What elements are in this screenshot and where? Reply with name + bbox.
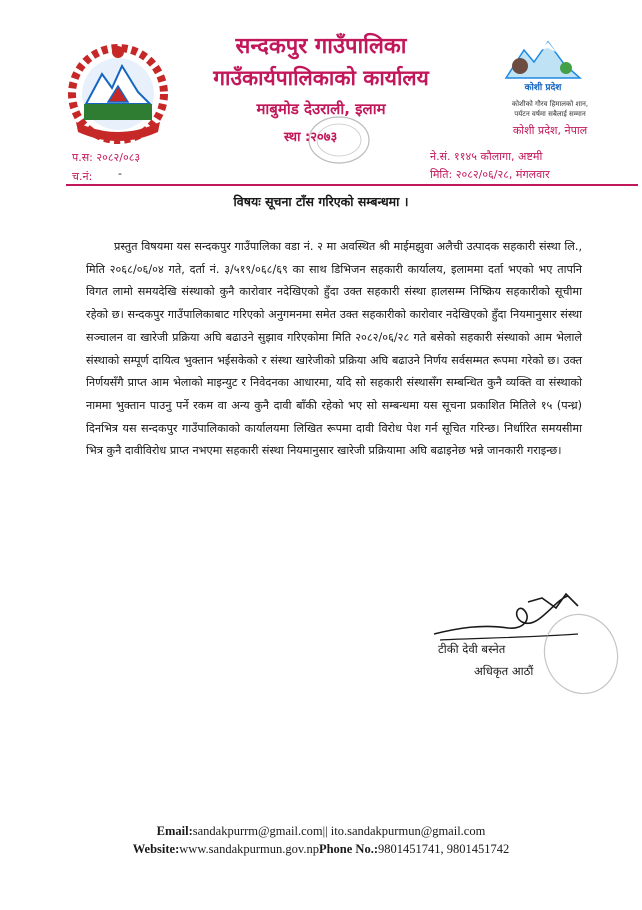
letter-subject: विषयः सूचना टाँस गरिएको सम्बन्धमा ।: [233, 194, 409, 209]
province-tagline: कोशीको गौरव हिमालको शान, पर्यटन वर्षमा सबैलाई सम्मान: [511, 100, 589, 118]
dispatch-number-value: -: [118, 167, 122, 180]
letter-body: [86, 236, 582, 463]
website-url: www.sandakpurmun.gov.np: [179, 842, 319, 856]
website-label: Website:: [132, 842, 180, 856]
municipality-title: सन्दकपुर गाउँपालिका: [235, 34, 407, 59]
email-label: Email:: [156, 824, 193, 838]
letter-date: मिति: २०८२/०६/२८, मंगलवार: [430, 168, 550, 181]
signatory-name: टीकी देवी बस्नेत: [438, 642, 506, 656]
phone-numbers: 9801451741, 9801451742: [378, 842, 510, 856]
nepal-sambat-date: ने.सं. ११४५ कौलागा, अष्टमी: [430, 150, 543, 163]
phone-label: Phone No.:: [318, 842, 378, 856]
footer-website-phone: [0, 842, 642, 857]
official-stamp: [540, 608, 622, 700]
letter-number: प.स: २०८२/०८३: [72, 151, 141, 164]
email-addresses: sandakpurrm@gmail.com|| ito.sandakpurmun@gmail.com: [192, 824, 486, 838]
signatory-title: अधिकृत आठौं: [474, 664, 534, 678]
body-paragraph: प्रस्तुत विषयमा यस सन्दकपुर गाउँपालिका वडा नं. २ मा अवस्थित श्री माईमझुवा अलैची उत्पादक सहकारी संस्था लि., मिति २०६८/०६/०४ गते, दर्ता नं. ३/५१९/०६८/६९ का साथ डिभिजन सहकारी कार्यालय, इलाममा दर्ता भएको भए तापनि विगत लामो समयदेखि संस्थाको कुनै कारोवार नदेखिएको हुँदा उक्त सहकारी संस्था हालसम्म निष्क्रिय सहकारीको सूचीमा रहेको छ। सन्दकपुर गाउँपालिकाबाट गरिएको अनुगमनमा समेत उक्त सहकारीको कारोवार नदेखिएको हुँदा नियमानुसार संस्था सञ्चालन वा खारेजी प्रक्रिया अघि बढाउने सुझाव गरिएकोमा मिति २०८२/०६/२८ गते बसेको सहकारी संस्थाको आम भेलाले संस्थाको सम्पूर्ण दायित्व भुक्तान भईसकेको र संस्था खारेजीको प्रक्रिया अघि बढाउने निर्णय सर्वसम्मत रूपमा गरेको छ। उक्त निर्णयसँगै प्राप्त आम भेलाको माइन्युट र निवेदनका आधारमा, यदि सो सहकारी संस्थासँग सम्बन्धित कुनै व्यक्ति वा संस्थाको नाममा भुक्तान पाउनु पर्ने रकम वा अन्य कुनै दावी बाँकी रहेको भए सो सम्बन्धमा यस सूचना प्रकाशित मितिले १५ (पन्ध्र) दिनभित्र यस सन्दकपुर गाउँपालिकाको कार्यालयमा लिखित रूपमा दावी विरोध पेश गर्न सूचित गरिन्छ। निर्धारित समयसीमा भित्र कुनै दावीविरोध प्राप्त नभएमा सहकारी संस्था नियमानुसार खारेजी प्रक्रियामा अघि बढाइनेछ भन्ने जानकारी गराइन्छ।: [86, 240, 582, 458]
established-year: स्था :२०७३: [284, 130, 338, 145]
footer-email: [0, 824, 642, 839]
koshi-logo-text: कोशी प्रदेश: [524, 83, 562, 93]
office-address: माबुमोड देउराली, इलाम: [256, 100, 386, 118]
office-title: गाउँकार्यपालिकाको कार्यालय: [213, 66, 429, 90]
province-name: कोशी प्रदेश, नेपाल: [512, 124, 588, 137]
header-divider: [66, 184, 638, 186]
dispatch-number-label: च.नं:: [72, 170, 93, 183]
